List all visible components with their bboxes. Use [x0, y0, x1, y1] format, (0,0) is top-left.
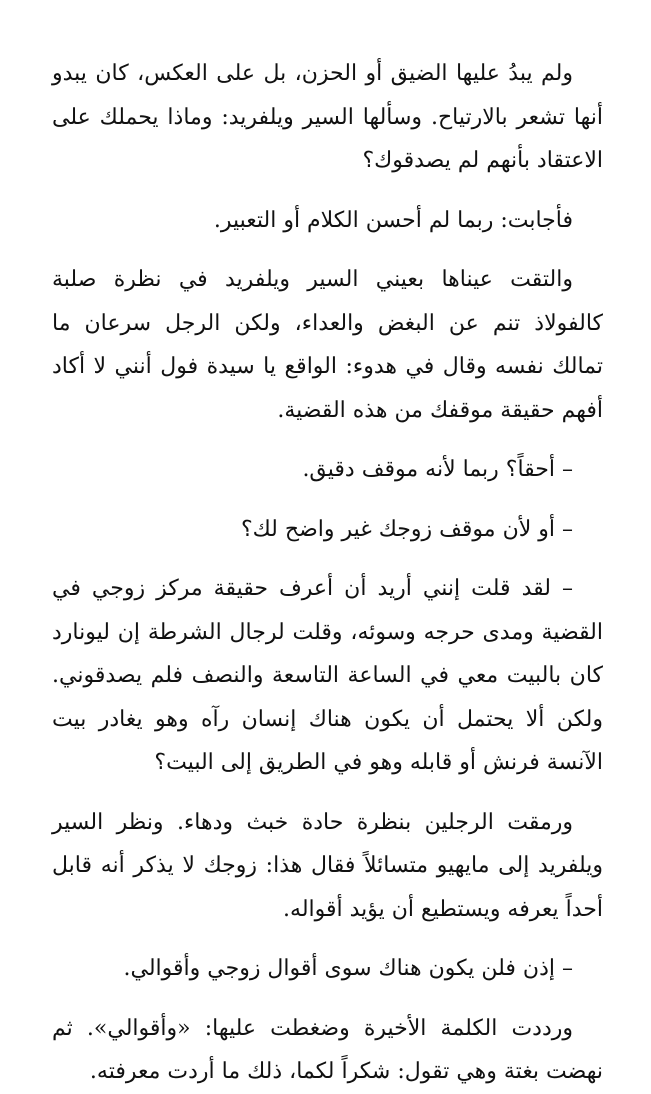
paragraph-7: ورمقت الرجلين بنظرة حادة خبث ودهاء. ونظر السير ويلفريد إلى مايهيو متسائلاً فقال هذا: زوجك لا يذكر أنه قابل أحداً يعرفه ويستطيع أن يؤيد أقواله. — [52, 809, 603, 922]
paragraph-9: ورددت الكلمة الأخيرة وضغطت عليها: «وأقوالي». ثم نهضت بغتة وهي تقول: شكراً لكما، ذلك ما أردت معرفته. — [52, 1015, 603, 1084]
paragraph-3: والتقت عيناها بعيني السير ويلفريد في نظرة صلبة كالفولاذ تنم عن البغض والعداء، ولكن الرجل سرعان ما تمالك نفسه وقال في هدوء: الواقع يا سيدة فول أنني لا أكاد أفهم حقيقة موقفك من هذه القضية. — [52, 267, 603, 423]
paragraph-2: فأجابت: ربما لم أحسن الكلام أو التعبير. — [213, 207, 573, 233]
paragraph-1: ولم يبدُ عليها الضيق أو الحزن، بل على العكس، كان يبدو أنها تشعر بالارتياح. وسألها السير ويلفريد: وماذا يحملك على الاعتقاد بأنهم لم يصدقوك؟ — [52, 61, 603, 173]
paragraph-6: – لقد قلت إنني أريد أن أعرف حقيقة مركز زوجي في القضية ومدى حرجه وسوئه، وقلت لرجال الشرطة إن ليونارد كان بالبيت معي في الساعة التاسعة والنصف فلم يصدقوني. ولكن ألا يحتمل أن يكون هناك إنسان رآه وهو يغادر بيت الآنسة فرنش أو قابله وهو في الطريق إلى البيت؟ — [52, 576, 603, 775]
paragraph-4: – أحقاً؟ ربما لأنه موقف دقيق. — [302, 457, 573, 482]
paragraph-8: – إذن فلن يكون هناك سوى أقوال زوجي وأقوالي. — [123, 956, 573, 981]
paragraph-5: – أو لأن موقف زوجك غير واضح لك؟ — [240, 516, 573, 542]
